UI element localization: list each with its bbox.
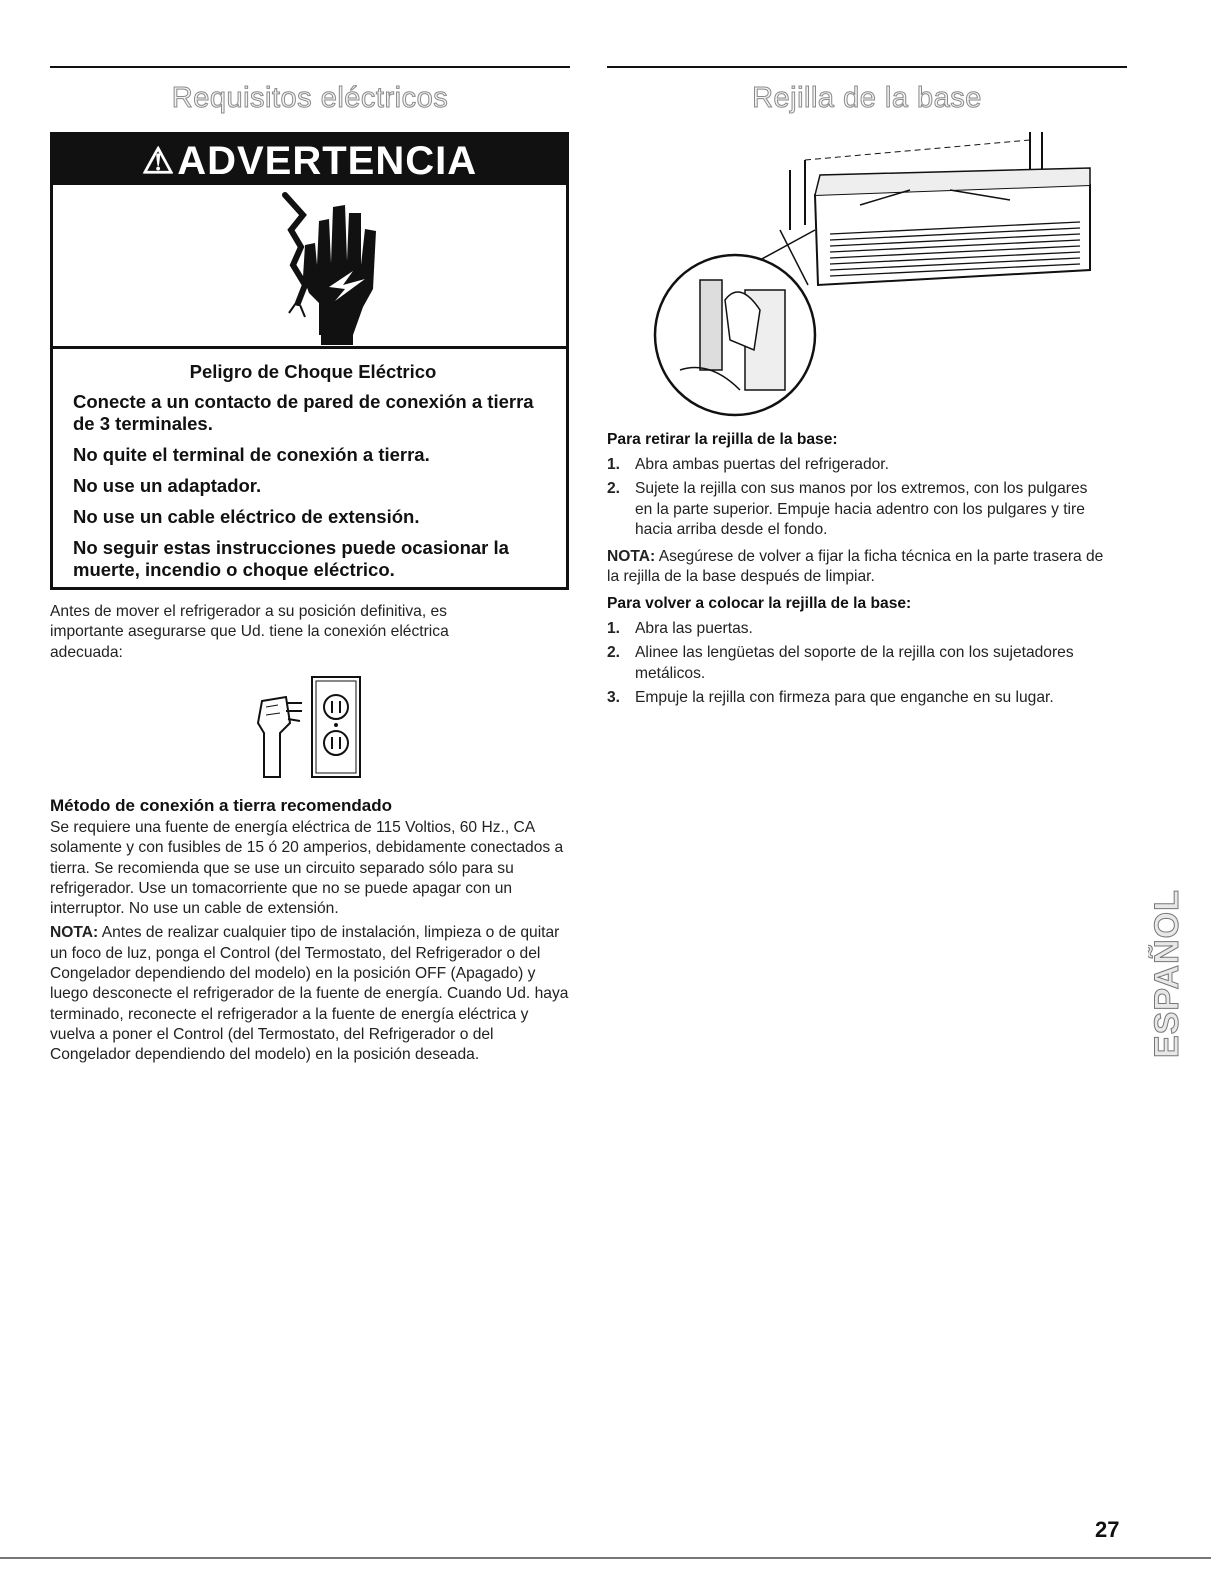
warning-line: No use un adaptador. [73, 475, 262, 496]
language-side-tab [1148, 820, 1186, 1060]
grounded-plug-outlet-illustration [250, 673, 365, 783]
step-text: Sujete la rejilla con sus manos por los extremos, con los pulgares en la parte superior. Empuje hacia adentro con los pulgares y tire hacia arriba desde el fondo. [635, 480, 1088, 538]
step-text: Alinee las lengüetas del soporte de la rejilla con los sujetadores metálicos. [635, 644, 1074, 682]
left-note-label: NOTA: [50, 924, 99, 942]
warning-line: No use un cable eléctrico de extensión. [73, 506, 420, 527]
warning-box [50, 132, 569, 590]
warning-line: Conecte a un contacto de pared de conexión a tierra de 3 terminales. [73, 391, 534, 434]
step-number: 1. [607, 620, 621, 637]
method-heading: Método de conexión a tierra recomendado [50, 796, 392, 815]
electric-shock-hand-icon [53, 185, 566, 346]
list-item [607, 479, 1097, 540]
base-grille-illustration [650, 130, 1100, 420]
shock-hazard-illustration [53, 185, 566, 349]
remove-steps [607, 455, 1097, 544]
warning-header-text: ADVERTENCIA [177, 139, 478, 183]
step-number: 1. [607, 456, 621, 473]
warning-line: No seguir estas instrucciones puede ocasionar la muerte, incendio o choque eléctrico. [73, 537, 509, 580]
method-paragraph [50, 818, 570, 1070]
side-tab-text: ESPAÑOL [1148, 889, 1186, 1058]
step-number: 2. [607, 480, 621, 498]
right-note [607, 547, 1107, 588]
right-note-label: NOTA: [607, 548, 656, 565]
remove-heading: Para retirar la rejilla de la base: [607, 431, 838, 448]
replace-steps [607, 619, 1107, 712]
step-text: Empuje la rejilla con firmeza para que enganche en su lugar. [635, 688, 1054, 706]
replace-heading: Para volver a colocar la rejilla de la base: [607, 595, 912, 612]
bottom-rule [0, 1557, 1211, 1559]
step-number: 3. [607, 688, 621, 706]
left-section-title: Requisitos eléctricos [171, 82, 449, 114]
list-item [607, 643, 1107, 684]
left-top-rule [50, 66, 570, 68]
step-number: 2. [607, 644, 621, 662]
right-note-text: Asegúrese de volver a fijar la ficha técnica en la parte trasera de la rejilla de la base después de limpiar. [607, 548, 1104, 586]
list-item [607, 688, 1107, 708]
right-section-title: Rejilla de la base [752, 82, 982, 114]
warning-header [53, 135, 566, 185]
method-text: Se requiere una fuente de energía eléctrica de 115 Voltios, 60 Hz., CA solamente y con fusibles de 15 ó 20 amperios, debidamente conectados a tierra. Se recomienda que se use un circuito separado sólo para su refrigerador. Use un tomacorriente que no se puede apagar con un interruptor. No use un cable de extensión. [50, 819, 564, 918]
page-number: 27 [1095, 1517, 1120, 1542]
warning-text [73, 361, 553, 590]
step-text: Abra las puertas. [635, 620, 753, 637]
right-top-rule [607, 66, 1127, 68]
left-note [50, 923, 570, 1065]
danger-title: Peligro de Choque Eléctrico [189, 361, 437, 382]
intro-paragraph: Antes de mover el refrigerador a su posición definitiva, es importante asegurarse que Ud. tiene la conexión eléctrica adecuada: [50, 603, 449, 661]
step-text: Abra ambas puertas del refrigerador. [635, 456, 889, 473]
warning-line: No quite el terminal de conexión a tierra. [73, 444, 430, 465]
warning-triangle-icon: ⚠ [141, 140, 176, 181]
left-note-text: Antes de realizar cualquier tipo de instalación, limpieza o de quitar un foco de luz, ponga el Control (del Termostato, del Refrigerador o del Congelador dependiendo del modelo) en la posición OFF (Apagado) y luego desconecte el refrigerador de la fuente de energía. Cuando Ud. haya terminado, reconecte el refrigerador a la fuente de energía eléctrica y vuelva a poner el Control (del Termostato, del Refrigerador o del Congelador dependiendo del modelo) en la posición deseada. [50, 924, 569, 1064]
list-item [607, 619, 1107, 639]
list-item [607, 455, 1097, 475]
